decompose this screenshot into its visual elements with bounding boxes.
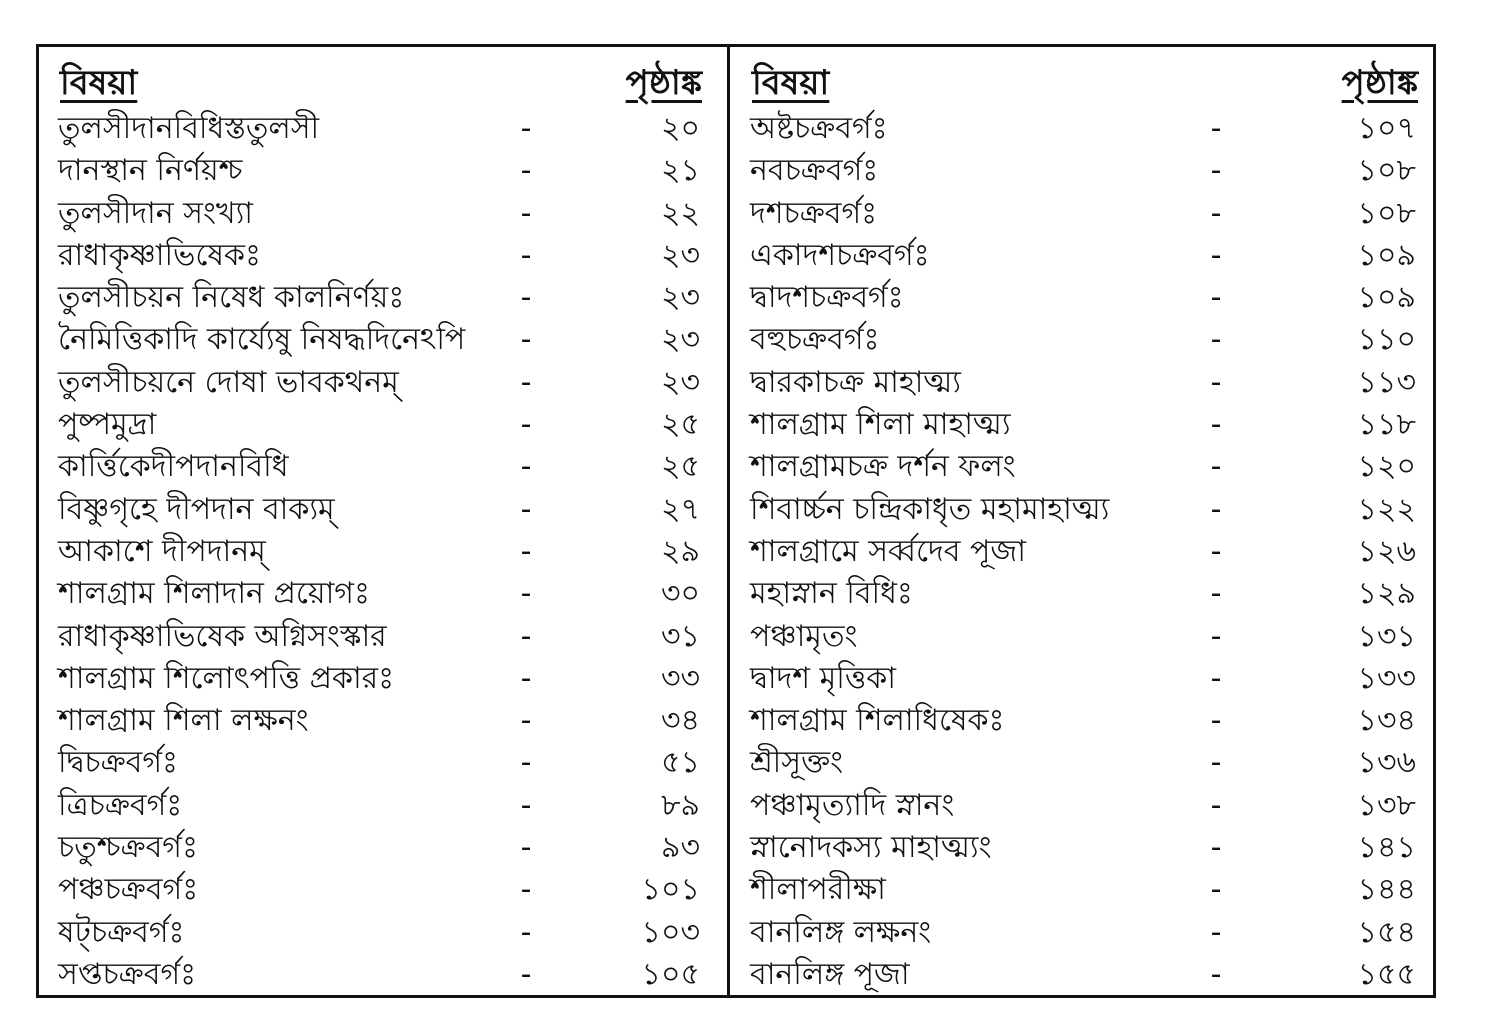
list-item: [54, 531, 706, 573]
subject-header: বিষয়া: [752, 63, 830, 103]
entry-subject: দশচক্রবর্গঃ: [750, 195, 878, 231]
entry-page-number: ১০৯: [1357, 280, 1416, 316]
entry-page-number: ১৩৩: [1357, 660, 1416, 696]
page-header: পৃষ্ঠাঙ্ক: [1341, 63, 1418, 103]
entry-subject: বিষ্ণুগৃহে দীপদান বাক্যম্: [58, 491, 335, 527]
entry-subject: তুলসীদান সংখ্যা: [58, 195, 253, 231]
entry-page-number: ৩১: [661, 618, 700, 654]
entry-dash: -: [1210, 956, 1222, 992]
entry-dash: -: [1210, 195, 1222, 231]
list-item: [746, 531, 1422, 573]
entry-page-number: ৩৩: [660, 660, 700, 696]
entry-page-number: ২২: [660, 195, 700, 231]
entry-dash: -: [520, 322, 532, 358]
entry-page-number: ১৪১: [1357, 830, 1416, 866]
entry-dash: -: [520, 956, 532, 992]
list-item: [746, 235, 1422, 277]
entry-dash: -: [520, 364, 532, 400]
entry-dash: -: [1210, 533, 1222, 569]
list-item: [54, 277, 706, 319]
entry-page-number: ২৩: [660, 237, 700, 273]
entry-page-number: ২৯: [661, 533, 700, 569]
list-item: [746, 277, 1422, 319]
entry-subject: দ্বাদশ মৃত্তিকা: [750, 660, 896, 696]
list-item: [746, 616, 1422, 658]
entry-dash: -: [1210, 491, 1222, 527]
list-item: [746, 785, 1422, 827]
entry-dash: -: [1210, 745, 1222, 781]
column-divider: [727, 44, 730, 998]
list-item: [54, 193, 706, 235]
entry-subject: তুলসীচয়ন নিষেধ কালনির্ণয়ঃ: [58, 280, 405, 316]
entry-subject: পঞ্চচক্রবর্গঃ: [58, 872, 199, 908]
entry-dash: -: [520, 111, 532, 146]
list-item: [746, 446, 1422, 488]
entry-subject: শিবার্চ্চন চন্দ্রিকাধৃত মহামাহাত্ম্য: [750, 491, 1110, 527]
entry-page-number: ১৪৪: [1357, 872, 1416, 908]
entry-subject: তুলসীদানবিধিস্ততুলসী: [58, 111, 320, 146]
list-item: [746, 869, 1422, 911]
entry-dash: -: [520, 745, 532, 781]
entry-subject: বানলিঙ্গ পূজা: [750, 956, 910, 992]
list-item: [54, 912, 706, 954]
list-item: [746, 912, 1422, 954]
list-item: [746, 362, 1422, 404]
entry-dash: -: [1210, 914, 1222, 950]
right-rows: [746, 108, 1422, 996]
entry-dash: -: [520, 237, 532, 273]
list-item: [746, 658, 1422, 700]
entry-page-number: ২৩: [660, 364, 700, 400]
entry-subject: শ্রীসূক্তং: [750, 745, 844, 781]
entry-page-number: ১০৩: [641, 914, 700, 950]
entry-subject: স্নানোদকস্য মাহাত্ম্যং: [750, 830, 992, 866]
list-item: [54, 827, 706, 869]
entry-subject: দানস্থান নির্ণয়শ্চ: [58, 153, 243, 189]
subject-header: বিষয়া: [60, 63, 138, 103]
entry-subject: শীলাপরীক্ষা: [750, 872, 886, 908]
entry-dash: -: [520, 449, 532, 485]
entry-subject: একাদশচক্রবর্গঃ: [750, 237, 930, 273]
page-header: পৃষ্ঠাঙ্ক: [625, 63, 702, 103]
entry-page-number: ১১৩: [1357, 364, 1416, 400]
entry-subject: আকাশে দীপদানম্: [58, 533, 266, 569]
entry-dash: -: [1210, 153, 1222, 189]
list-item: [746, 742, 1422, 784]
entry-page-number: ১৫৫: [1357, 956, 1416, 992]
entry-dash: -: [1210, 576, 1222, 612]
entry-page-number: ২১: [661, 153, 700, 189]
entry-subject: মহাস্নান বিধিঃ: [750, 576, 913, 612]
entry-subject: তুলসীচয়নে দোষা ভাবকথনম্: [58, 364, 399, 400]
list-item: [746, 319, 1422, 361]
entry-page-number: ৩০: [660, 576, 700, 612]
entry-dash: -: [520, 618, 532, 654]
entry-dash: -: [1210, 872, 1222, 908]
entry-dash: -: [1210, 280, 1222, 316]
list-item: [746, 827, 1422, 869]
list-item: [54, 785, 706, 827]
entry-subject: চতুশ্চক্রবর্গঃ: [58, 830, 198, 866]
entry-dash: -: [1210, 830, 1222, 866]
entry-page-number: ৮৯: [661, 787, 700, 823]
entry-subject: শালগ্রাম শিলাদান প্রয়োগঃ: [58, 576, 370, 612]
list-item: [746, 404, 1422, 446]
entry-dash: -: [520, 660, 532, 696]
entry-dash: -: [1210, 111, 1222, 146]
list-item: [54, 616, 706, 658]
entry-subject: দ্বাদশচক্রবর্গঃ: [750, 280, 904, 316]
entry-page-number: ২৩: [660, 322, 700, 358]
entry-subject: পঞ্চামৃতং: [750, 618, 858, 654]
left-rows: [54, 108, 706, 996]
entry-page-number: ২৫: [661, 407, 700, 443]
list-item: [54, 319, 706, 361]
entry-dash: -: [520, 830, 532, 866]
entry-page-number: ১০৫: [641, 956, 700, 992]
entry-subject: কার্ত্তিকেদীপদানবিধি: [58, 449, 289, 485]
entry-page-number: ২৫: [661, 449, 700, 485]
list-item: [54, 446, 706, 488]
entry-dash: -: [1210, 449, 1222, 485]
entry-dash: -: [520, 153, 532, 189]
entry-page-number: ২৩: [660, 280, 700, 316]
entry-subject: রাধাকৃষ্ণাভিষেকঃ: [58, 237, 261, 273]
entry-dash: -: [520, 195, 532, 231]
entry-dash: -: [1210, 364, 1222, 400]
entry-dash: -: [1210, 407, 1222, 443]
entry-dash: -: [520, 787, 532, 823]
entry-page-number: ১৩১: [1357, 618, 1416, 654]
entry-subject: দ্বিচক্রবর্গঃ: [58, 745, 179, 781]
list-item: [54, 869, 706, 911]
entry-subject: নবচক্রবর্গঃ: [750, 153, 879, 189]
entry-dash: -: [520, 280, 532, 316]
entry-subject: পুষ্পমুদ্রা: [58, 407, 157, 443]
entry-page-number: ১০৭: [1357, 111, 1416, 146]
entry-subject: সপ্তচক্রবর্গঃ: [58, 956, 197, 992]
entry-dash: -: [1210, 237, 1222, 273]
list-item: [746, 150, 1422, 192]
list-item: [54, 742, 706, 784]
entry-subject: ষট্চক্রবর্গঃ: [58, 914, 185, 950]
entry-page-number: ১১০: [1357, 322, 1416, 358]
entry-page-number: ১৩৮: [1357, 787, 1416, 823]
right-header-row: [746, 58, 1422, 108]
entry-subject: শালগ্রাম শিলা লক্ষনং: [58, 703, 309, 739]
entry-page-number: ১০৯: [1357, 237, 1416, 273]
entry-page-number: ১১৮: [1357, 407, 1416, 443]
entry-subject: অষ্টচক্রবর্গঃ: [750, 111, 888, 146]
entry-page-number: ১০৮: [1357, 153, 1416, 189]
entry-page-number: ২০: [660, 111, 700, 146]
list-item: [54, 404, 706, 446]
entry-subject: পঞ্চামৃত্যাদি স্নানং: [750, 787, 955, 823]
entry-dash: -: [520, 407, 532, 443]
entry-subject: বানলিঙ্গ লক্ষনং: [750, 914, 932, 950]
list-item: [746, 954, 1422, 996]
list-item: [54, 658, 706, 700]
entry-page-number: ১৩৪: [1357, 703, 1416, 739]
entry-page-number: ১৩৬: [1357, 745, 1416, 781]
entry-subject: শালগ্রামচক্র দর্শন ফলং: [750, 449, 1016, 485]
list-item: [54, 108, 706, 150]
list-item: [54, 235, 706, 277]
entry-dash: -: [520, 576, 532, 612]
entry-page-number: ১৫৪: [1357, 914, 1416, 950]
list-item: [746, 700, 1422, 742]
entry-page-number: ১২৬: [1357, 533, 1416, 569]
list-item: [746, 108, 1422, 150]
list-item: [54, 150, 706, 192]
entry-dash: -: [520, 914, 532, 950]
left-column: [54, 58, 706, 996]
entry-dash: -: [1210, 322, 1222, 358]
list-item: [746, 193, 1422, 235]
entry-dash: -: [520, 491, 532, 527]
entry-subject: রাধাকৃষ্ণাভিষেক অগ্নিসংস্কার: [58, 618, 387, 654]
entry-page-number: ২৭: [660, 491, 700, 527]
entry-dash: -: [1210, 787, 1222, 823]
list-item: [54, 573, 706, 615]
list-item: [54, 362, 706, 404]
entry-page-number: ১০৮: [1357, 195, 1416, 231]
list-item: [746, 489, 1422, 531]
entry-page-number: ১২৯: [1357, 576, 1416, 612]
list-item: [54, 700, 706, 742]
entry-page-number: ৯৩: [661, 830, 700, 866]
entry-subject: ত্রিচক্রবর্গঃ: [58, 787, 183, 823]
entry-dash: -: [1210, 618, 1222, 654]
entry-page-number: ১২০: [1357, 449, 1416, 485]
entry-subject: শালগ্রাম শিলোৎপত্তি প্রকারঃ: [58, 660, 395, 696]
entry-subject: শালগ্রাম শিলা মাহাত্ম্য: [750, 407, 1011, 443]
entry-subject: দ্বারকাচক্র মাহাত্ম্য: [750, 364, 961, 400]
entry-subject: বহুচক্রবর্গঃ: [750, 322, 880, 358]
entry-page-number: ৩৪: [661, 703, 700, 739]
entry-dash: -: [520, 533, 532, 569]
list-item: [746, 573, 1422, 615]
entry-page-number: ১২২: [1357, 491, 1416, 527]
entry-dash: -: [520, 872, 532, 908]
entry-subject: নৈমিত্তিকাদি কার্য্যেষু নিষদ্ধদিনেঽপি: [58, 322, 466, 358]
entry-subject: শালগ্রামে সর্ব্বদেব পূজা: [750, 533, 1026, 569]
right-column: [746, 58, 1422, 996]
entry-page-number: ৫১: [661, 745, 700, 781]
list-item: [54, 489, 706, 531]
entry-dash: -: [1210, 660, 1222, 696]
entry-subject: শালগ্রাম শিলাধিষেকঃ: [750, 703, 1005, 739]
entry-dash: -: [520, 703, 532, 739]
left-header-row: [54, 58, 706, 108]
entry-page-number: ১০১: [641, 872, 700, 908]
entry-dash: -: [1210, 703, 1222, 739]
list-item: [54, 954, 706, 996]
